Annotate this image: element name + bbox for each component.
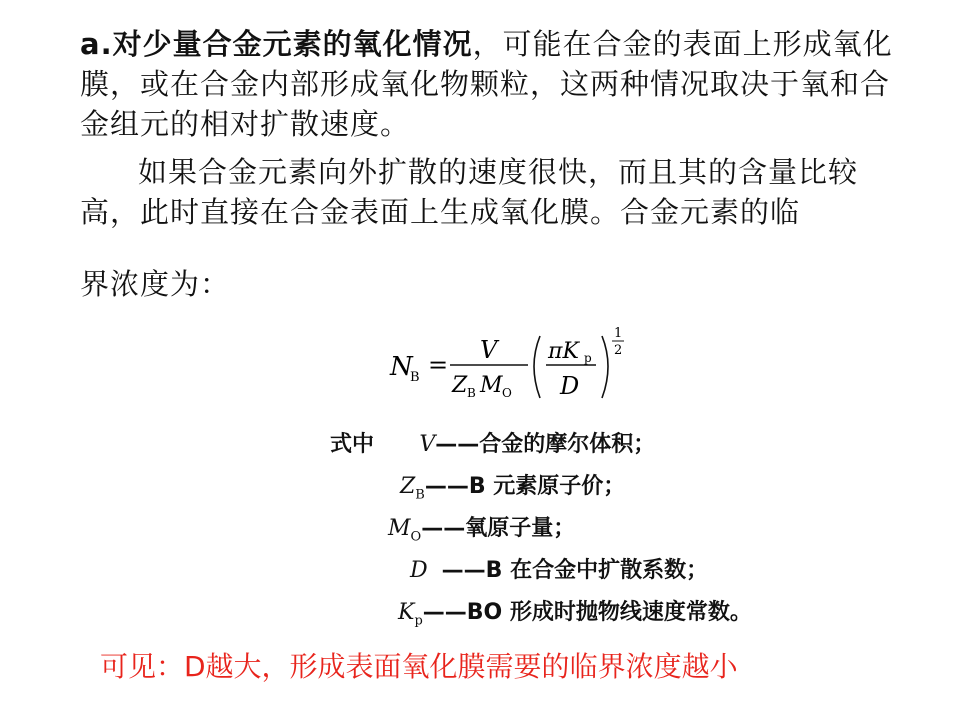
definition-desc: ——B 在合金中扩散系数； [441, 558, 709, 583]
critical-concentration-formula [388, 318, 648, 408]
definition-row-k [398, 592, 752, 642]
formula-right-paren [602, 336, 608, 398]
definition-desc: ——氧原子量； [421, 516, 576, 541]
formula-denominator-d: D [560, 372, 580, 400]
definition-desc: ——B 元素原子价； [424, 474, 626, 499]
formula-equals: = [428, 351, 449, 379]
paragraph-explanation: 如果合金元素向外扩散的速度很快，而且其的含量比较高，此时直接在合金表面上生成氧化膜。合金元素的临 [80, 155, 859, 229]
formula-left-paren [534, 336, 540, 398]
formula-denominator-m-sub: O [502, 386, 512, 400]
definition-row-v [330, 424, 655, 466]
definition-symbol: Z [400, 474, 416, 499]
paragraph-critical-concentration: 界浓度为： [80, 267, 231, 301]
definition-row-d [410, 550, 708, 592]
formula-denominator-z: Z [452, 373, 468, 398]
definition-symbol-sub: O [410, 529, 422, 545]
formula-denominator-z-sub: B [467, 386, 476, 400]
formula-numerator-pik-sub: p [584, 351, 592, 365]
definition-prefix: 式中 [330, 432, 375, 457]
formula-exponent-num: 1 [614, 326, 623, 341]
paragraph-intro-body: ，可能在合金的表面上形成氧化膜，或在合金内部形成氧化物颗粒，这两种情况取决于氧和合金组元的相对扩散速度。 [80, 27, 893, 141]
formula-graphic [388, 318, 648, 408]
definition-desc: ——BO 形成时抛物线速度常数。 [422, 600, 752, 625]
conclusion-text: 可见：D越大，形成表面氧化膜需要的临界浓度越小 [100, 650, 738, 683]
definition-symbol: M [388, 516, 411, 541]
formula-numerator-pik: πK [548, 339, 579, 364]
formula-lhs: N [390, 352, 413, 382]
formula-lhs-sub: B [410, 370, 420, 385]
paragraph-intro-lead: a.对少量合金元素的氧化情况 [80, 27, 473, 61]
definition-symbol-sub: B [415, 487, 425, 503]
formula-exponent-den: 2 [614, 343, 623, 358]
definition-symbol: K [398, 600, 415, 625]
paragraph-intro [80, 24, 900, 144]
definition-symbol-sub: p [414, 613, 423, 629]
formula-denominator-m: M [480, 373, 503, 398]
definition-desc: ——合金的摩尔体积； [435, 432, 656, 457]
definition-symbol: V [419, 432, 436, 457]
definition-symbol: D [410, 558, 428, 583]
formula-numerator-v: V [480, 336, 498, 364]
